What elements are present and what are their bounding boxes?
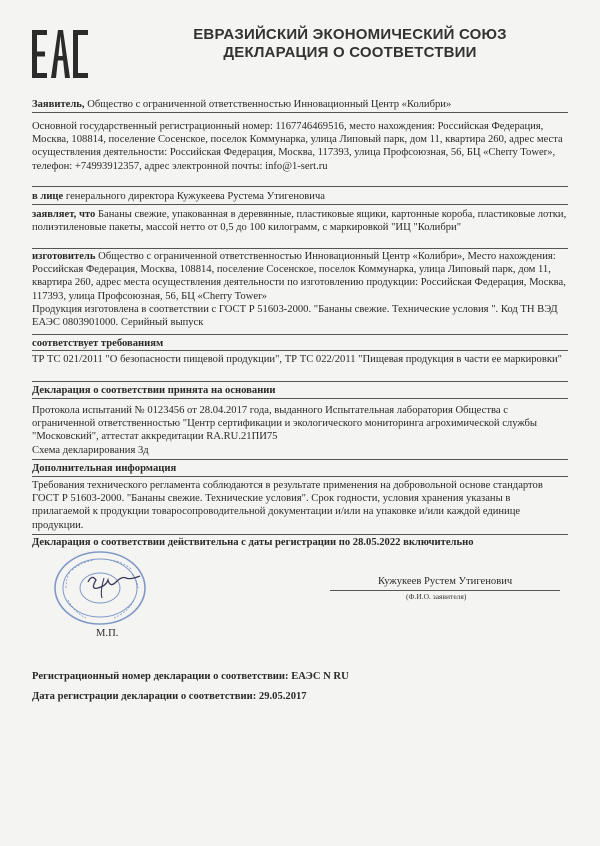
divider	[32, 112, 568, 113]
manufacturer-extra: Продукция изготовлена в соответствии с ГОСТ Р 51603-2000. "Бананы свежие. Технические условия ". Код ТН ВЭД ЕАЭС 0803901000. Серийный выпуск	[32, 303, 558, 329]
declares-label: заявляет, что	[32, 209, 96, 220]
applicant-details: Основной государственный регистрационный номер: 1167746469516, место нахождения: Российская Федерация, Москва, 108814, поселение Сосенское, поселок Коммунарка, улица Липовый парк, дом 11, квартира 260, адрес места осуществления деятельности: Российская Федерация, Москва, 117393, улица Профсоюзная, 56, БЦ «Cherry Tower», телефон: +74993912357, адрес электронной почты: info@1-sert.ru	[32, 121, 563, 172]
manufacturer-text: Общество с ограниченной ответственностью Инновационный Центр «Колибри», Место нахождения: Российская Федерация, Москва, 108814, поселение Сосенское, поселок Коммунарка, улица Липовый парк, дом 11, квартира 260, адрес места осуществления деятельности по изготовлению продукции: Российская Федерация, Москва, 117393, улица Профсоюзная, 56, БЦ «Cherry Tower»	[32, 251, 566, 302]
company-stamp	[52, 548, 152, 628]
divider	[32, 398, 568, 399]
complies-block	[32, 337, 568, 350]
divider	[32, 248, 568, 249]
additional-text: Требования технического регламента соблюдаются в результате применения на добровольной основе стандартов ГОСТ Р 51603-2000. "Бананы свежие. Технические условия". Срок годности, условия хранения указаны в прилагаемой к продукции товаросопроводительной документации и/или на упаковке и/или каждой единице продукции.	[32, 480, 543, 531]
complies-text: ТР ТС 021/2011 "О безопасности пищевой продукции", ТР ТС 022/2011 "Пищевая продукция в части ее маркировки"	[32, 354, 562, 365]
basis-block	[32, 404, 568, 457]
eac-logo	[32, 30, 88, 78]
validity-text: Декларация о соответствии действительна с даты регистрации по 28.05.2022 включительно	[32, 537, 474, 548]
declares-block	[32, 208, 568, 234]
basis-scheme: Схема декларирования 3д	[32, 444, 149, 456]
manufacturer-label: изготовитель	[32, 251, 96, 262]
declares-text: Бананы свежие, упакованная в деревянные, пластиковые ящики, картонные короба, пластиковые лотки, полиэтиленовые пакеты, массой нетто от 0,5 до 100 килограмм, с маркировкой "ИЦ "Колибри"	[32, 209, 567, 234]
additional-label: Дополнительная информация	[32, 463, 177, 474]
signatory-name: Кужукеев Рустем Утигенович	[378, 576, 513, 587]
additional-label-line	[32, 462, 568, 475]
header-union-title: ЕВРАЗИЙСКИЙ ЭКОНОМИЧЕСКИЙ СОЮЗ	[193, 26, 507, 43]
person-text: генерального директора Кужукеева Рустема Утигеновича	[63, 191, 325, 202]
divider	[32, 186, 568, 187]
header-declaration-title: ДЕКЛАРАЦИЯ О СООТВЕТСТВИИ	[223, 44, 477, 61]
divider	[32, 334, 568, 335]
basis-label-line	[32, 384, 568, 397]
registration-number: Регистрационный номер декларации о соответствии: ЕАЭС N RU	[32, 671, 349, 682]
basis-text: Протокола испытаний № 0123456 от 28.04.2017 года, выданного Испытательная лаборатория Общества с ограниченной ответственностью "Центр сертификации и экологического мониторинга агрохимической службы "Московский", аттестат аккредитации RA.RU.21ПИ75	[32, 405, 538, 443]
seal-place-label: М.П.	[96, 628, 119, 639]
divider	[32, 381, 568, 382]
applicant-line	[32, 98, 568, 111]
signature-line	[330, 590, 560, 591]
divider	[32, 459, 568, 460]
complies-label: соответствует требованиям	[32, 338, 164, 349]
manufacturer-block	[32, 250, 568, 329]
applicant-label: Заявитель,	[32, 99, 85, 110]
basis-label: Декларация о соответствии принята на основании	[32, 385, 276, 396]
divider	[32, 534, 568, 535]
signatory-caption: (Ф.И.О. заявителя)	[406, 592, 467, 601]
registration-date: Дата регистрации декларации о соответствии: 29.05.2017	[32, 691, 307, 702]
divider	[32, 204, 568, 205]
divider	[32, 350, 568, 351]
person-label: в лице	[32, 191, 64, 202]
person-line	[32, 190, 568, 203]
divider	[32, 476, 568, 477]
applicant-name: Общество с ограниченной ответственностью Инновационный Центр «Колибри»	[84, 99, 452, 110]
